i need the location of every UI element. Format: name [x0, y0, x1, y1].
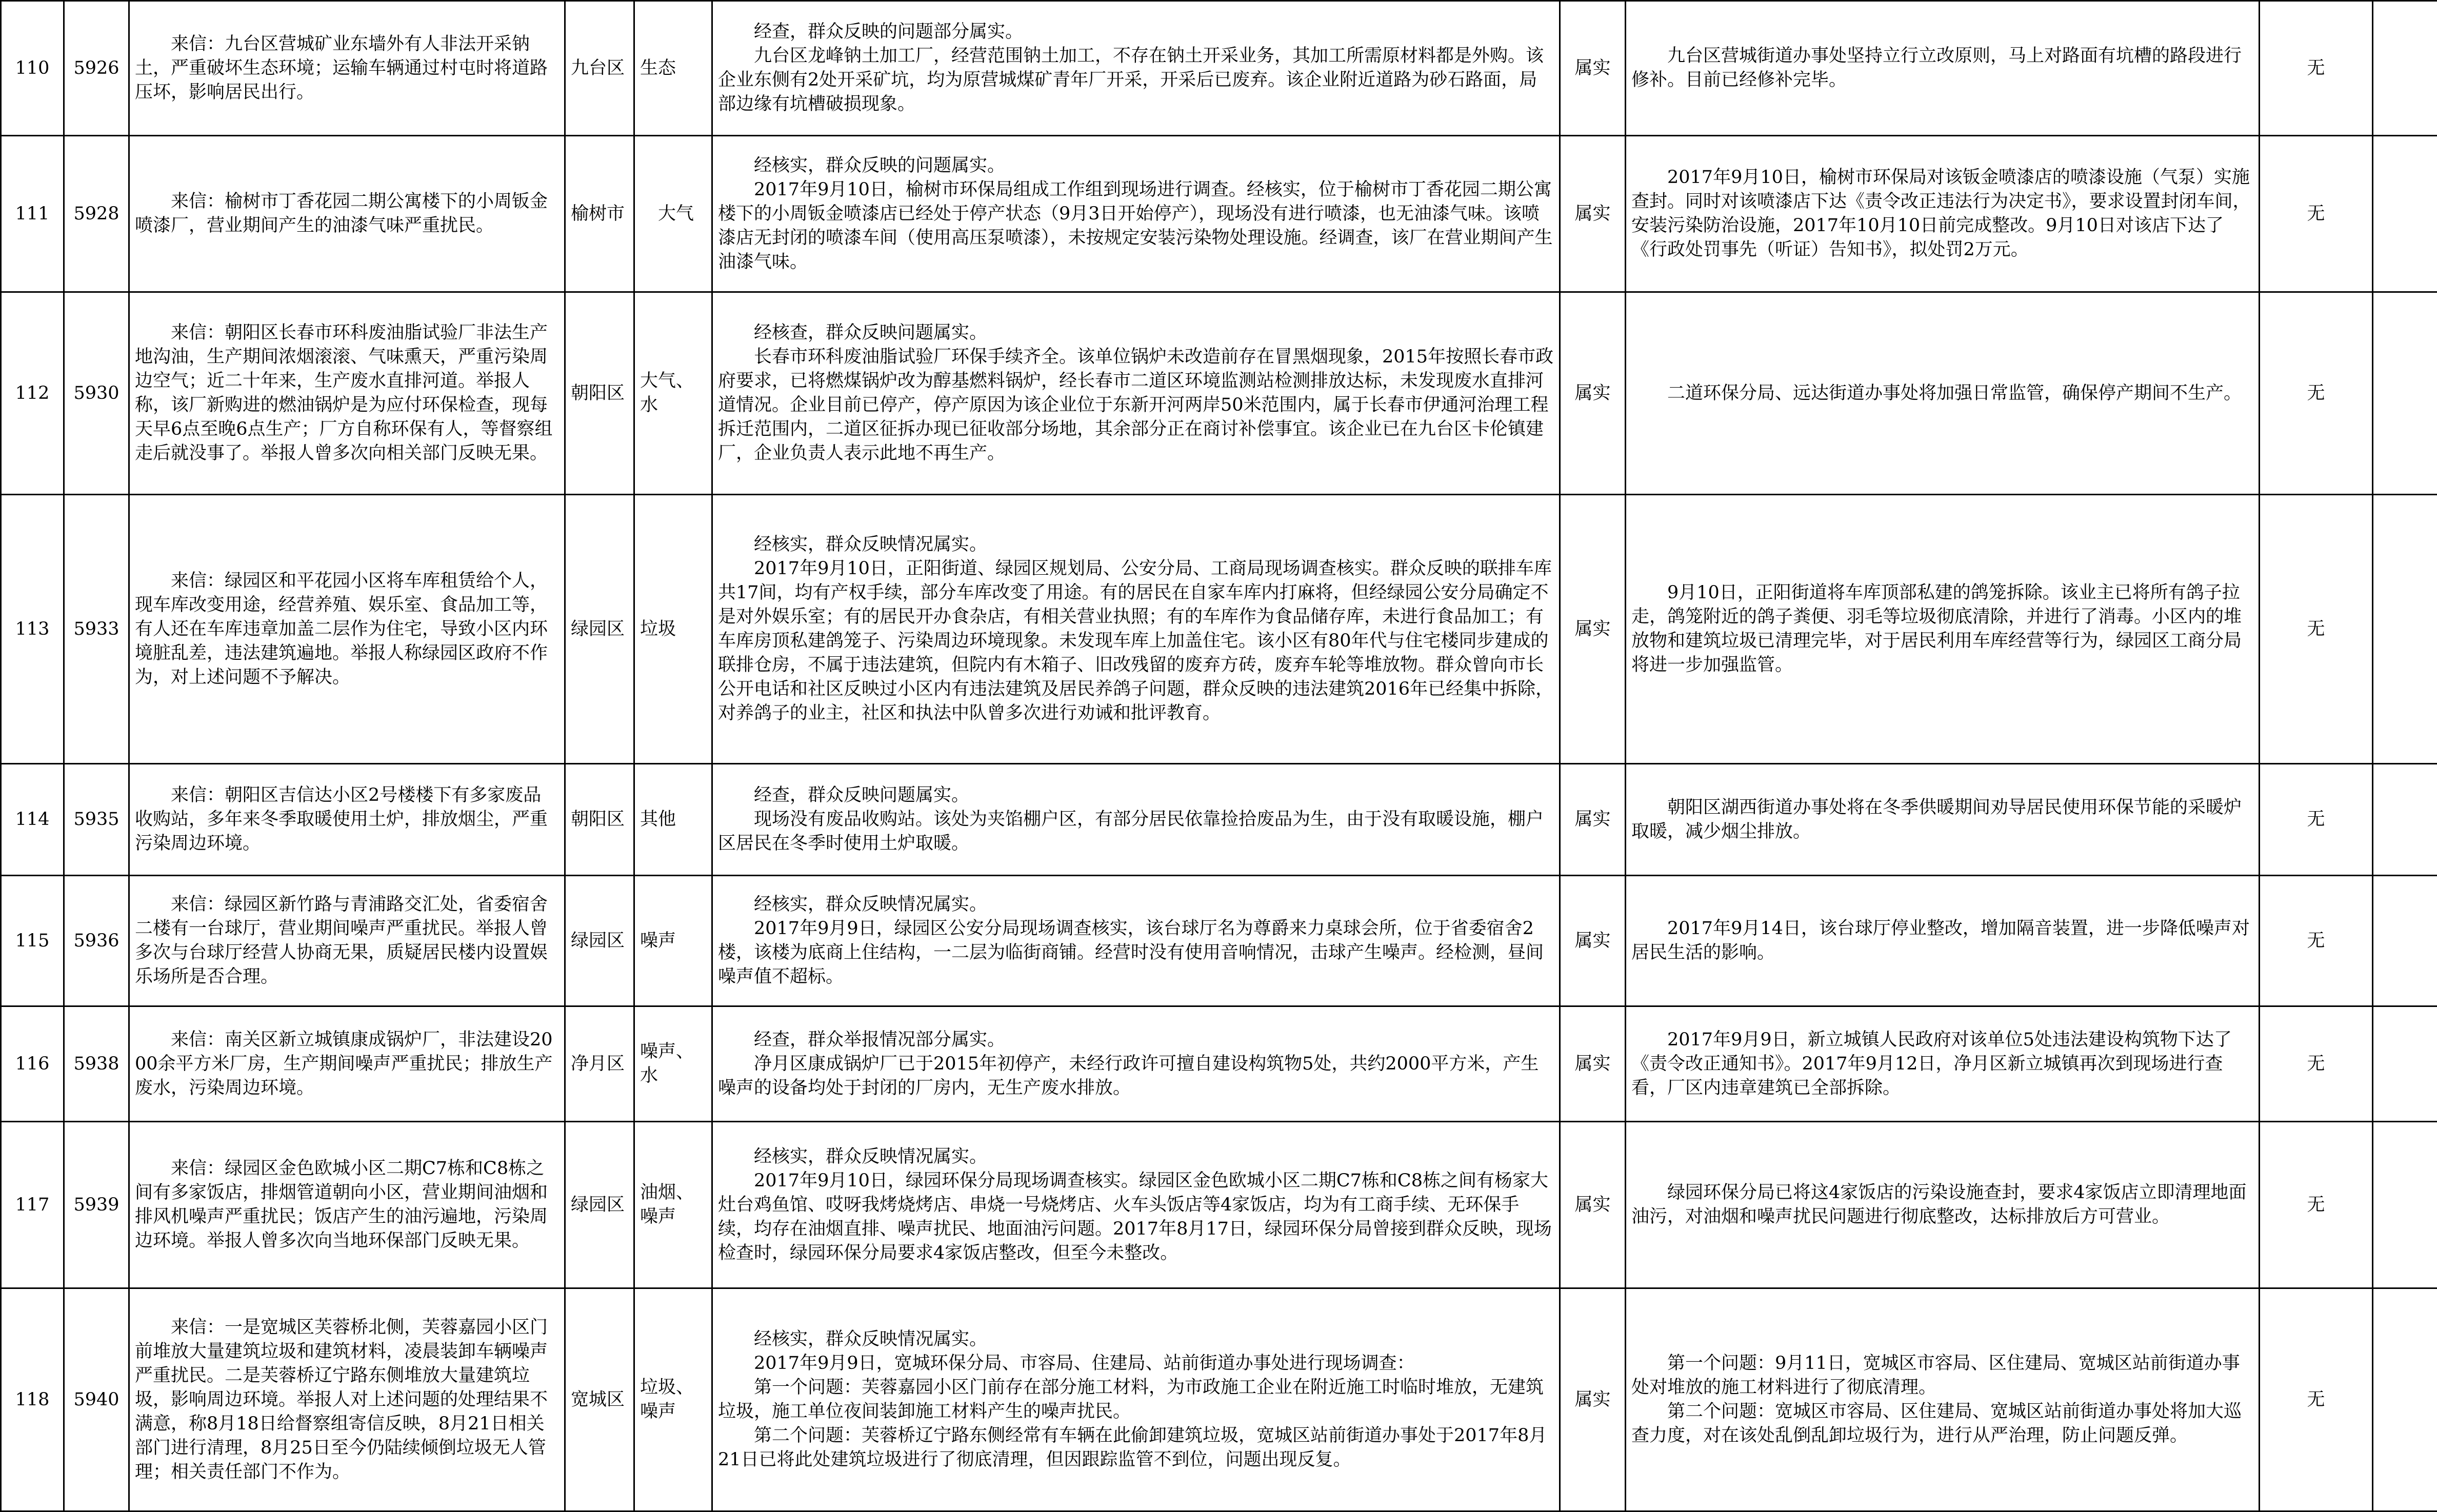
finding: 属实	[1560, 1006, 1626, 1122]
duplicate-flag: 无	[2260, 1122, 2373, 1288]
table-row	[1, 292, 2437, 495]
duplicate-flag: 无	[2260, 1006, 2373, 1122]
complaint-text: 来信：一是宽城区芙蓉桥北侧，芙蓉嘉园小区门前堆放大量建筑垃圾和建筑材料，凌晨装卸车辆噪声严重扰民。二是芙蓉桥辽宁路东侧堆放大量建筑垃圾，影响周边环境。举报人对上述问题的处理结果不满意，称8月18日给督察组寄信反映，8月21日相关部门进行清理，8月25日至今仍陆续倾倒垃圾无人管理；相关责任部门不作为。	[129, 1288, 565, 1511]
duplicate-flag: 无	[2260, 1, 2373, 136]
complaint-text: 来信：九台区营城矿业东墙外有人非法开采钠土，严重破坏生态环境；运输车辆通过村屯时将道路压坏，影响居民出行。	[129, 1, 565, 136]
complaint-text: 来信：朝阳区吉信达小区2号楼楼下有多家废品收购站，多年来冬季取暖使用土炉，排放烟尘，严重污染周边环境。	[129, 764, 565, 876]
row-seq: 110	[1, 1, 64, 136]
action-taken: 2017年9月9日，新立城镇人民政府对该单位5处违法建设构筑物下达了《责令改正通知书》。2017年9月12日，净月区新立城镇再次到现场进行查看，厂区内违章建筑已全部拆除。	[1626, 1006, 2260, 1122]
case-number: 5940	[64, 1288, 129, 1511]
finding: 属实	[1560, 136, 1626, 292]
complaint-text: 来信：绿园区和平花园小区将车库租赁给个人，现车库改变用途，经营养殖、娱乐室、食品加工等，有人还在车库违章加盖二层作为住宅，导致小区内环境脏乱差，违法建筑遍地。举报人称绿园区政府不作为，对上述问题不予解决。	[129, 495, 565, 764]
complaint-text: 来信：绿园区新竹路与青浦路交汇处，省委宿舍二楼有一台球厅，营业期间噪声严重扰民。举报人曾多次与台球厅经营人协商无果，质疑居民楼内设置娱乐场所是否合理。	[129, 876, 565, 1006]
district: 净月区	[565, 1006, 634, 1122]
action-taken: 绿园环保分局已将这4家饭店的污染设施查封，要求4家饭店立即清理地面油污，对油烟和噪声扰民问题进行彻底整改，达标排放后方可营业。	[1626, 1122, 2260, 1288]
investigation-text: 经查，群众反映问题属实。 现场没有废品收购站。该处为夹馅棚户区，有部分居民依靠捡拾废品为生，由于没有取暖设施，棚户区居民在冬季时使用土炉取暖。	[712, 764, 1560, 876]
table-row	[1, 495, 2437, 764]
table-row	[1, 1288, 2437, 1511]
row-seq: 114	[1, 764, 64, 876]
duplicate-flag: 无	[2260, 292, 2373, 495]
extra-cell	[2373, 495, 2437, 764]
investigation-text: 经查，群众举报情况部分属实。 净月区康成锅炉厂已于2015年初停产，未经行政许可擅自建设构筑物5处，共约2000平方米，产生噪声的设备均处于封闭的厂房内，无生产废水排放。	[712, 1006, 1560, 1122]
case-number: 5936	[64, 876, 129, 1006]
extra-cell	[2373, 876, 2437, 1006]
case-number: 5930	[64, 292, 129, 495]
investigation-text: 经核实，群众反映情况属实。 2017年9月10日，正阳街道、绿园区规划局、公安分局、工商局现场调查核实。群众反映的联排车库共17间，均有产权手续，部分车库改变了用途。有的居民在自家车库内打麻将，但经绿园公安分局确定不是对外娱乐室；有的居民开办食杂店，有相关营业执照；有的车库作为食品储存库，未进行食品加工；有车库房顶私建鸽笼子、污染周边环境现象。未发现车库上加盖住宅。该小区有80年代与住宅楼同步建成的联排仓房，不属于违法建筑，但院内有木箱子、旧改残留的废弃方砖，废弃车轮等堆放物。群众曾向市长公开电话和社区反映过小区内有违法建筑及居民养鸽子问题，群众反映的违法建筑2016年已经集中拆除，对养鸽子的业主，社区和执法中队曾多次进行劝诫和批评教育。	[712, 495, 1560, 764]
extra-cell	[2373, 1, 2437, 136]
pollution-type: 大气	[634, 136, 712, 292]
extra-cell	[2373, 1122, 2437, 1288]
extra-cell	[2373, 1006, 2437, 1122]
district: 朝阳区	[565, 764, 634, 876]
case-number: 5926	[64, 1, 129, 136]
duplicate-flag: 无	[2260, 136, 2373, 292]
finding: 属实	[1560, 764, 1626, 876]
case-number: 5935	[64, 764, 129, 876]
extra-cell	[2373, 764, 2437, 876]
district: 绿园区	[565, 495, 634, 764]
table-row	[1, 876, 2437, 1006]
complaint-text: 来信：榆树市丁香花园二期公寓楼下的小周钣金喷漆厂，营业期间产生的油漆气味严重扰民。	[129, 136, 565, 292]
action-taken: 九台区营城街道办事处坚持立行立改原则，马上对路面有坑槽的路段进行修补。目前已经修补完毕。	[1626, 1, 2260, 136]
complaint-text: 来信：南关区新立城镇康成锅炉厂，非法建设2000余平方米厂房，生产期间噪声严重扰民；排放生产废水，污染周边环境。	[129, 1006, 565, 1122]
investigation-text: 经核实，群众反映情况属实。 2017年9月9日，宽城环保分局、市容局、住建局、站前街道办事处进行现场调查： 第一个问题：芙蓉嘉园小区门前存在部分施工材料，为市政施工企业在附近施工时临时堆放，无建筑垃圾，施工单位夜间装卸施工材料产生的噪声扰民。 第二个问题：芙蓉桥辽宁路东侧经常有车辆在此偷卸建筑垃圾，宽城区站前街道办事处于2017年8月21日已将此处建筑垃圾进行了彻底清理，但因跟踪监管不到位，问题出现反复。	[712, 1288, 1560, 1511]
row-seq: 118	[1, 1288, 64, 1511]
table-row	[1, 1, 2437, 136]
action-taken: 2017年9月14日，该台球厅停业整改，增加隔音装置，进一步降低噪声对居民生活的影响。	[1626, 876, 2260, 1006]
case-number: 5938	[64, 1006, 129, 1122]
action-taken: 第一个问题：9月11日，宽城区市容局、区住建局、宽城区站前街道办事处对堆放的施工材料进行了彻底清理。 第二个问题：宽城区市容局、区住建局、宽城区站前街道办事处将加大巡查力度，对在该处乱倒乱卸垃圾行为，进行从严治理，防止问题反弹。	[1626, 1288, 2260, 1511]
investigation-text: 经核查，群众反映问题属实。 长春市环科废油脂试验厂环保手续齐全。该单位锅炉未改造前存在冒黑烟现象，2015年按照长春市政府要求，已将燃煤锅炉改为醇基燃料锅炉，经长春市二道区环境监测站检测排放达标，未发现废水直排河道情况。企业目前已停产，停产原因为该企业位于东新开河两岸50米范围内，属于长春市伊通河治理工程拆迁范围内，二道区征拆办现已征收部分场地，其余部分正在商讨补偿事宜。该企业已在九台区卡伦镇建厂，企业负责人表示此地不再生产。	[712, 292, 1560, 495]
duplicate-flag: 无	[2260, 876, 2373, 1006]
investigation-text: 经查，群众反映的问题部分属实。 九台区龙峰钠土加工厂，经营范围钠土加工，不存在钠土开采业务，其加工所需原材料都是外购。该企业东侧有2处开采矿坑，均为原营城煤矿青年厂开采，开采后已废弃。该企业附近道路为砂石路面，局部边缘有坑槽破损现象。	[712, 1, 1560, 136]
table-body	[1, 1, 2437, 1511]
action-taken: 2017年9月10日，榆树市环保局对该钣金喷漆店的喷漆设施（气泵）实施查封。同时对该喷漆店下达《责令改正违法行为决定书》，要求设置封闭车间，安装污染防治设施，2017年10月10日前完成整改。9月10日对该店下达了《行政处罚事先（听证）告知书》，拟处罚2万元。	[1626, 136, 2260, 292]
table-row	[1, 1122, 2437, 1288]
finding: 属实	[1560, 495, 1626, 764]
row-seq: 112	[1, 292, 64, 495]
row-seq: 111	[1, 136, 64, 292]
extra-cell	[2373, 292, 2437, 495]
pollution-type: 大气、水	[634, 292, 712, 495]
case-number: 5939	[64, 1122, 129, 1288]
row-seq: 117	[1, 1122, 64, 1288]
district: 宽城区	[565, 1288, 634, 1511]
district: 绿园区	[565, 1122, 634, 1288]
finding: 属实	[1560, 1288, 1626, 1511]
case-number: 5928	[64, 136, 129, 292]
row-seq: 115	[1, 876, 64, 1006]
investigation-text: 经核实，群众反映情况属实。 2017年9月9日，绿园区公安分局现场调查核实，该台球厅名为尊爵来力桌球会所，位于省委宿舍2楼，该楼为底商上住结构，一二层为临街商铺。经营时没有使用音响情况，击球产生噪声。经检测，昼间噪声值不超标。	[712, 876, 1560, 1006]
investigation-text: 经核实，群众反映的问题属实。 2017年9月10日，榆树市环保局组成工作组到现场进行调查。经核实，位于榆树市丁香花园二期公寓楼下的小周钣金喷漆店已经处于停产状态（9月3日开始停产），现场没有进行喷漆，也无油漆气味。该喷漆店无封闭的喷漆车间（使用高压泵喷漆），未按规定安装污染物处理设施。经调查，该厂在营业期间产生油漆气味。	[712, 136, 1560, 292]
pollution-type: 生态	[634, 1, 712, 136]
investigation-text: 经核实，群众反映情况属实。 2017年9月10日，绿园环保分局现场调查核实。绿园区金色欧城小区二期C7栋和C8栋之间有杨家大灶台鸡鱼馆、哎呀我烤烧烤店、串烧一号烧烤店、火车头饭店等4家饭店，均为有工商手续、无环保手续，均存在油烟直排、噪声扰民、地面油污问题。2017年8月17日，绿园环保分局曾接到群众反映，现场检查时，绿园环保分局要求4家饭店整改，但至今未整改。	[712, 1122, 1560, 1288]
district: 绿园区	[565, 876, 634, 1006]
pollution-type: 噪声	[634, 876, 712, 1006]
finding: 属实	[1560, 1122, 1626, 1288]
action-taken: 9月10日，正阳街道将车库顶部私建的鸽笼拆除。该业主已将所有鸽子拉走，鸽笼附近的鸽子粪便、羽毛等垃圾彻底清除，并进行了消毒。小区内的堆放物和建筑垃圾已清理完毕，对于居民利用车库经营等行为，绿园区工商分局将进一步加强监管。	[1626, 495, 2260, 764]
extra-cell	[2373, 136, 2437, 292]
row-seq: 116	[1, 1006, 64, 1122]
extra-cell	[2373, 1288, 2437, 1511]
table-row	[1, 1006, 2437, 1122]
pollution-type: 噪声、水	[634, 1006, 712, 1122]
complaint-text: 来信：绿园区金色欧城小区二期C7栋和C8栋之间有多家饭店，排烟管道朝向小区，营业期间油烟和排风机噪声严重扰民；饭店产生的油污遍地，污染周边环境。举报人曾多次向当地环保部门反映无果。	[129, 1122, 565, 1288]
action-taken: 二道环保分局、远达街道办事处将加强日常监管，确保停产期间不生产。	[1626, 292, 2260, 495]
case-number: 5933	[64, 495, 129, 764]
pollution-type: 其他	[634, 764, 712, 876]
action-taken: 朝阳区湖西街道办事处将在冬季供暖期间劝导居民使用环保节能的采暖炉取暖，减少烟尘排放。	[1626, 764, 2260, 876]
table-row	[1, 764, 2437, 876]
district: 榆树市	[565, 136, 634, 292]
duplicate-flag: 无	[2260, 764, 2373, 876]
finding: 属实	[1560, 876, 1626, 1006]
row-seq: 113	[1, 495, 64, 764]
pollution-type: 油烟、噪声	[634, 1122, 712, 1288]
pollution-type: 垃圾	[634, 495, 712, 764]
duplicate-flag: 无	[2260, 1288, 2373, 1511]
finding: 属实	[1560, 1, 1626, 136]
table-row	[1, 136, 2437, 292]
district: 九台区	[565, 1, 634, 136]
finding: 属实	[1560, 292, 1626, 495]
district: 朝阳区	[565, 292, 634, 495]
duplicate-flag: 无	[2260, 495, 2373, 764]
complaint-text: 来信：朝阳区长春市环科废油脂试验厂非法生产地沟油，生产期间浓烟滚滚、气味熏天，严重污染周边空气；近二十年来，生产废水直排河道。举报人称，该厂新购进的燃油锅炉是为应付环保检查，现每天早6点至晚6点生产；厂方自称环保有人，等督察组走后就没事了。举报人曾多次向相关部门反映无果。	[129, 292, 565, 495]
pollution-type: 垃圾、噪声	[634, 1288, 712, 1511]
